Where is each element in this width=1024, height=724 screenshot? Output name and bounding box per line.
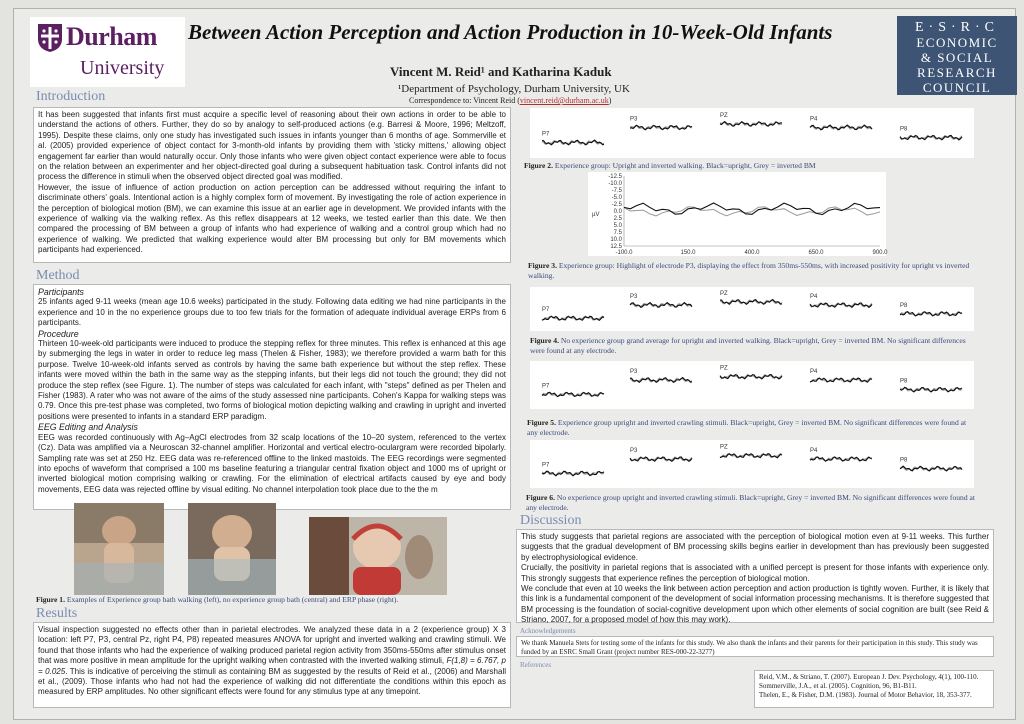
y-tick-label: -12.5 (608, 174, 622, 180)
results-heading: Results (36, 606, 78, 621)
electrode-label: P8 (900, 378, 908, 385)
figure6-caption (526, 493, 978, 513)
electrode-label: P7 (542, 383, 550, 390)
method-heading: Method (36, 268, 80, 283)
acknowledgements-heading: Acknowledgements (520, 627, 576, 635)
references-heading: References (520, 661, 552, 669)
y-tick-label: -7.5 (611, 188, 622, 194)
results-text-b: . This is indicative of perceiving the stimuli as containing BM as suggested by the results of Reid et al., (2006) and Marshall et al., (2009). Those infants who had not had the experience of walking did not differentiate the conditions within this epoch as measured by ERP amplitudes. No other significant effects were found for any stimulus type at any timepoint. (38, 666, 506, 697)
electrode-label: P8 (900, 126, 908, 133)
figure3-p3-plot (588, 172, 886, 256)
durham-shield-icon (37, 23, 63, 53)
figure5-caption (527, 418, 977, 438)
erp-session-photo (309, 517, 447, 595)
electrode-label: P8 (900, 302, 908, 309)
esrc-line: & SOCIAL (920, 50, 994, 65)
figure2-number: Figure 2. (524, 161, 553, 170)
results-box (33, 622, 511, 708)
figure6-erp-plot (530, 440, 974, 488)
discussion-box (516, 529, 994, 623)
references-box (754, 670, 994, 708)
electrode-label: P7 (542, 307, 550, 314)
durham-wordmark: Durham (66, 22, 157, 51)
eeg-text-tail: the m (417, 484, 438, 494)
reference-item: Sommerville, J.A., et al. (2005). Cognition, 96, B1-B11. (759, 682, 917, 691)
electrode-label: P3 (630, 448, 638, 454)
electrode-label: P4 (810, 369, 818, 375)
results-text (38, 625, 506, 698)
y-axis-label: µV (592, 212, 600, 218)
correspondence-suffix: ) (608, 96, 612, 105)
results-statistic: F(1,8) = 6.767, p = 0.025 (38, 656, 506, 676)
x-tick-label: 400.0 (744, 250, 760, 256)
figure4-caption (530, 336, 978, 356)
reference-item: Reid, V.M., & Striano, T. (2007). European J. Dev. Psychology, 4(1), 100-110. (759, 673, 979, 681)
electrode-label: P3 (630, 116, 638, 123)
y-tick-label: 5.0 (613, 223, 622, 229)
reference-item: Thelen, E., & Fisher, D.M. (1983). Journal of Motor Behavior, 18, 353-377. (759, 691, 972, 700)
figure1-number: Figure 1. (36, 595, 65, 604)
figure5-erp-plot (530, 361, 974, 409)
results-text-a: Visual inspection suggested no effects other than in parietal electrodes. We analyzed these data in a 2 (experience group) X 3 location: left P7, P3, central Pz, right P4, P8) repeated measures ANOVA for upright and inverted walking and crawling stimuli. We found that those infants who had the experience of walking produced parietal region activity from 350ms-550ms after stimulus onset that was more positive in mean amplitude for the upright walking when contrasted with the inverted walking stimuli, (38, 625, 506, 666)
electrode-label: P4 (810, 448, 818, 454)
electrode-label: P7 (542, 131, 550, 138)
electrode-label: PZ (720, 444, 728, 451)
electrode-label: P4 (810, 116, 818, 123)
electrode-label: P3 (630, 369, 638, 375)
figure6-number: Figure 6. (526, 493, 555, 502)
y-tick-label: -5.0 (611, 195, 622, 201)
figure3-number: Figure 3. (528, 261, 557, 270)
figure2-erp-plot (530, 108, 974, 158)
correspondence-prefix: Correspondence to: Vincent Reid ( (409, 96, 520, 105)
figure1-caption (36, 595, 506, 605)
y-tick-label: 7.5 (613, 230, 622, 236)
introduction-heading: Introduction (36, 89, 106, 104)
y-tick-label: 10.0 (610, 237, 622, 243)
esrc-line: ECONOMIC (916, 35, 998, 50)
introduction-box (33, 107, 511, 263)
x-tick-label: 900.0 (872, 250, 888, 256)
bath-control-photo (188, 503, 276, 595)
y-tick-label: 0.0 (613, 209, 622, 215)
electrode-label: P4 (810, 294, 818, 300)
y-tick-label: 12.5 (610, 244, 622, 250)
y-tick-label: -2.5 (611, 202, 622, 208)
figure1-text: Examples of Experience group bath walking (left), no experience group bath (central) and ERP phase (right). (66, 595, 399, 604)
figure2-caption (524, 161, 984, 171)
bath-walking-photo (74, 503, 164, 595)
electrode-label: PZ (720, 365, 728, 372)
esrc-line: COUNCIL (922, 80, 992, 95)
acknowledgements-box: We thank Manuela Stets for testing some of the infants for this study. We also thank the infants and their parents for their participation in this study. This study was funded by an ESRC Small Grant (project number RES-000-22-3277) (516, 636, 994, 657)
esrc-abbreviation: E·S·R·C (915, 20, 999, 35)
discussion-paragraph: Crucially, the positivity in parietal regions that is associated with a unified percept is present for those infants with experience only. This strongly suggests that experience refines the perception of biological motion. (521, 563, 989, 583)
x-tick-label: 150.0 (680, 250, 696, 256)
figure3-svg (588, 172, 886, 256)
participants-subheading: Participants (38, 287, 84, 297)
electrode-label: PZ (720, 290, 728, 297)
figure4-text: No experience group grand average for upright and inverted walking. Black=upright, Grey = inverted BM. No significant differences were found at any electrode. (530, 336, 966, 355)
figure3-text: Experience group: Highlight of electrode P3, displaying the effect from 350ms-550ms, with increased positivity for upright vs inverted walking. (528, 261, 970, 280)
figure5-number: Figure 5. (527, 418, 556, 427)
eeg-text-body: EEG was recorded continuously with Ag–AgCl electrodes from 32 scalp locations of the 10–20 system, referenced to the vertex (Cz). Data was amplified via a Neuroscan 32-channel amplifier. Horizontal and vertical electro-oculargram were recorded bipolarly. Sampling rate was set at 250 Hz. EEG data was re-referenced offline to the linked mastoids. The EEG recordings were segmented into epochs of waveform that comprised a 100 ms baseline featuring a triangular central fixation object and 1000 ms of upright or inverted biological motion comprising walking or crawling. For the elimination of electrical artifacts caused by eye and body movements, EEG data was rejected offline by visual editing. No channel interpolation took place due to the (38, 432, 506, 494)
figure4-number: Figure 4. (530, 336, 559, 345)
figure4-erp-plot (530, 287, 974, 331)
upright-trace (630, 125, 692, 129)
participants-text: 25 infants aged 9-11 weeks (mean age 10.6 weeks) participated in the study. Following data editing we had nine participants in the experience and 10 in the no experience groups due to too few trials for the formation of adequate individual average ERPs from 6 participants. (38, 297, 506, 328)
university-wordmark: University (80, 57, 165, 79)
esrc-logo (897, 16, 1017, 95)
electrode-label: P3 (630, 294, 638, 300)
figure2-text: Experience group: Upright and inverted walking. Black=upright, Grey = inverted BM (554, 161, 816, 170)
x-tick-label: 650.0 (808, 250, 824, 256)
method-box (33, 284, 511, 510)
procedure-subheading: Procedure (38, 328, 79, 339)
figure6-text: No experience group upright and inverted crawling stimuli. Black=upright, Grey = inverted BM. No significant differences were found at any electrode. (526, 493, 976, 512)
x-tick-label: -100.0 (615, 250, 633, 256)
poster-title: Between Action Perception and Action Production in 10-Week-Old Infants (188, 20, 833, 44)
discussion-heading: Discussion (520, 513, 582, 528)
authors: Vincent M. Reid¹ and Katharina Kaduk (390, 64, 612, 79)
introduction-paragraph: It has been suggested that infants first must acquire a specific level of reasoning about their own actions in order to be able to understand the actions of others. Further, they do so by analogy to self-produced actions (e.g. Barresi & Moore, 1996; Meltzoff, 1995). Despite these claims, only one study has investigated such issues in infants younger than 6 months of age. Sommerville et al. (2005) provided experience of object contact for 3-month-old infants by providing them with 'sticky mittens,' allowing object engagement far earlier than would naturally occur. Only those infants who were given object contact experience were able to focus on the relation between an experimenter and her object-directed goal during a subsequent habituation task. Control infants did not process the difference in stimuli when the observed object directed goal was modified. (38, 110, 506, 182)
y-tick-label: -10.0 (608, 181, 622, 187)
affiliation: ¹Department of Psychology, Durham University, UK (398, 83, 630, 95)
durham-university-logo (30, 17, 185, 87)
introduction-paragraph: However, the issue of influence of action production on action perception can be addressed without requiring the infant to discriminate others' goals. Intentional action is a highly complex form of movement. By investigating the role of action experience in the perception of biological motion (BM), we can examine this issue at an earlier age in development. We provided infants with the experience of walking via the walking reflex. As this reflex disappears at 12 weeks, we tested earlier than this date. We then compared the processing of BM between a group of infants who had experience of walking and a control group which had no experience of walking. We predicted that walking experience would alter BM processing but only for BM movements which participants had experienced. (38, 182, 506, 255)
figure5-text: Experience group upright and inverted crawling stimuli. Black=upright, Grey = inverted BM. No significant differences were found at any electrode. (527, 418, 967, 437)
correspondence (409, 96, 611, 105)
y-tick-label: 2.5 (613, 216, 622, 222)
eeg-text (38, 433, 506, 495)
procedure-text: Thirteen 10-week-old participants were induced to produce the stepping reflex for three minutes. This reflex is enhanced at this age by submerging the legs in water in order to reduce leg mass (Thelen & Fisher, 1983); we therefore provided a warm bath for this purpose. Twelve 10-week-old infants served as controls by having the same bath experience but without the step reflex. These infants were moved within the bath in the same way as the stepping infants, but their legs did not touch the ground; they did not produce the step reflex (see Figure. 1). The number of steps was calculated for each infant, with "steps" defined as per Thelen and Fisher (1983). A rater who was not aware of the aims of the study assessed nine participants. Cohen's Kappa for walking steps was 0.79. Once this pre-test phase was completed, two forms of biological motion depicting walking and crawling in upright and inverted positions were presented to infants in a standard ERP paradigm. (38, 339, 506, 421)
electrode-label: P7 (542, 462, 550, 469)
electrode-label: PZ (720, 113, 728, 119)
figure3-caption (528, 261, 980, 281)
discussion-paragraph: We conclude that even at 10 weeks the link between action perception and action production is tightly woven. Further, it is likely that this link is a fundamental component of the development of social information processing mechanisms. It is therefore suggested that BM processing is the foundation of social-cognitive development upon which other elements of social cognition are built (see Reid & Striano, 2007, for a proposed model of how this may work). (521, 584, 989, 625)
eeg-subheading: EEG Editing and Analysis (38, 422, 138, 433)
esrc-line: RESEARCH (917, 65, 997, 80)
electrode-label: P8 (900, 457, 908, 464)
discussion-paragraph: This study suggests that parietal regions are associated with the perception of biological motion even at 9-11 weeks. This further suggests that the gradual development of BM processing skills begins earlier in development than has previously been suggested by electrophysiological evidence. (521, 532, 989, 562)
correspondence-email-link[interactable]: vincent.reid@durham.ac.uk (519, 96, 609, 105)
